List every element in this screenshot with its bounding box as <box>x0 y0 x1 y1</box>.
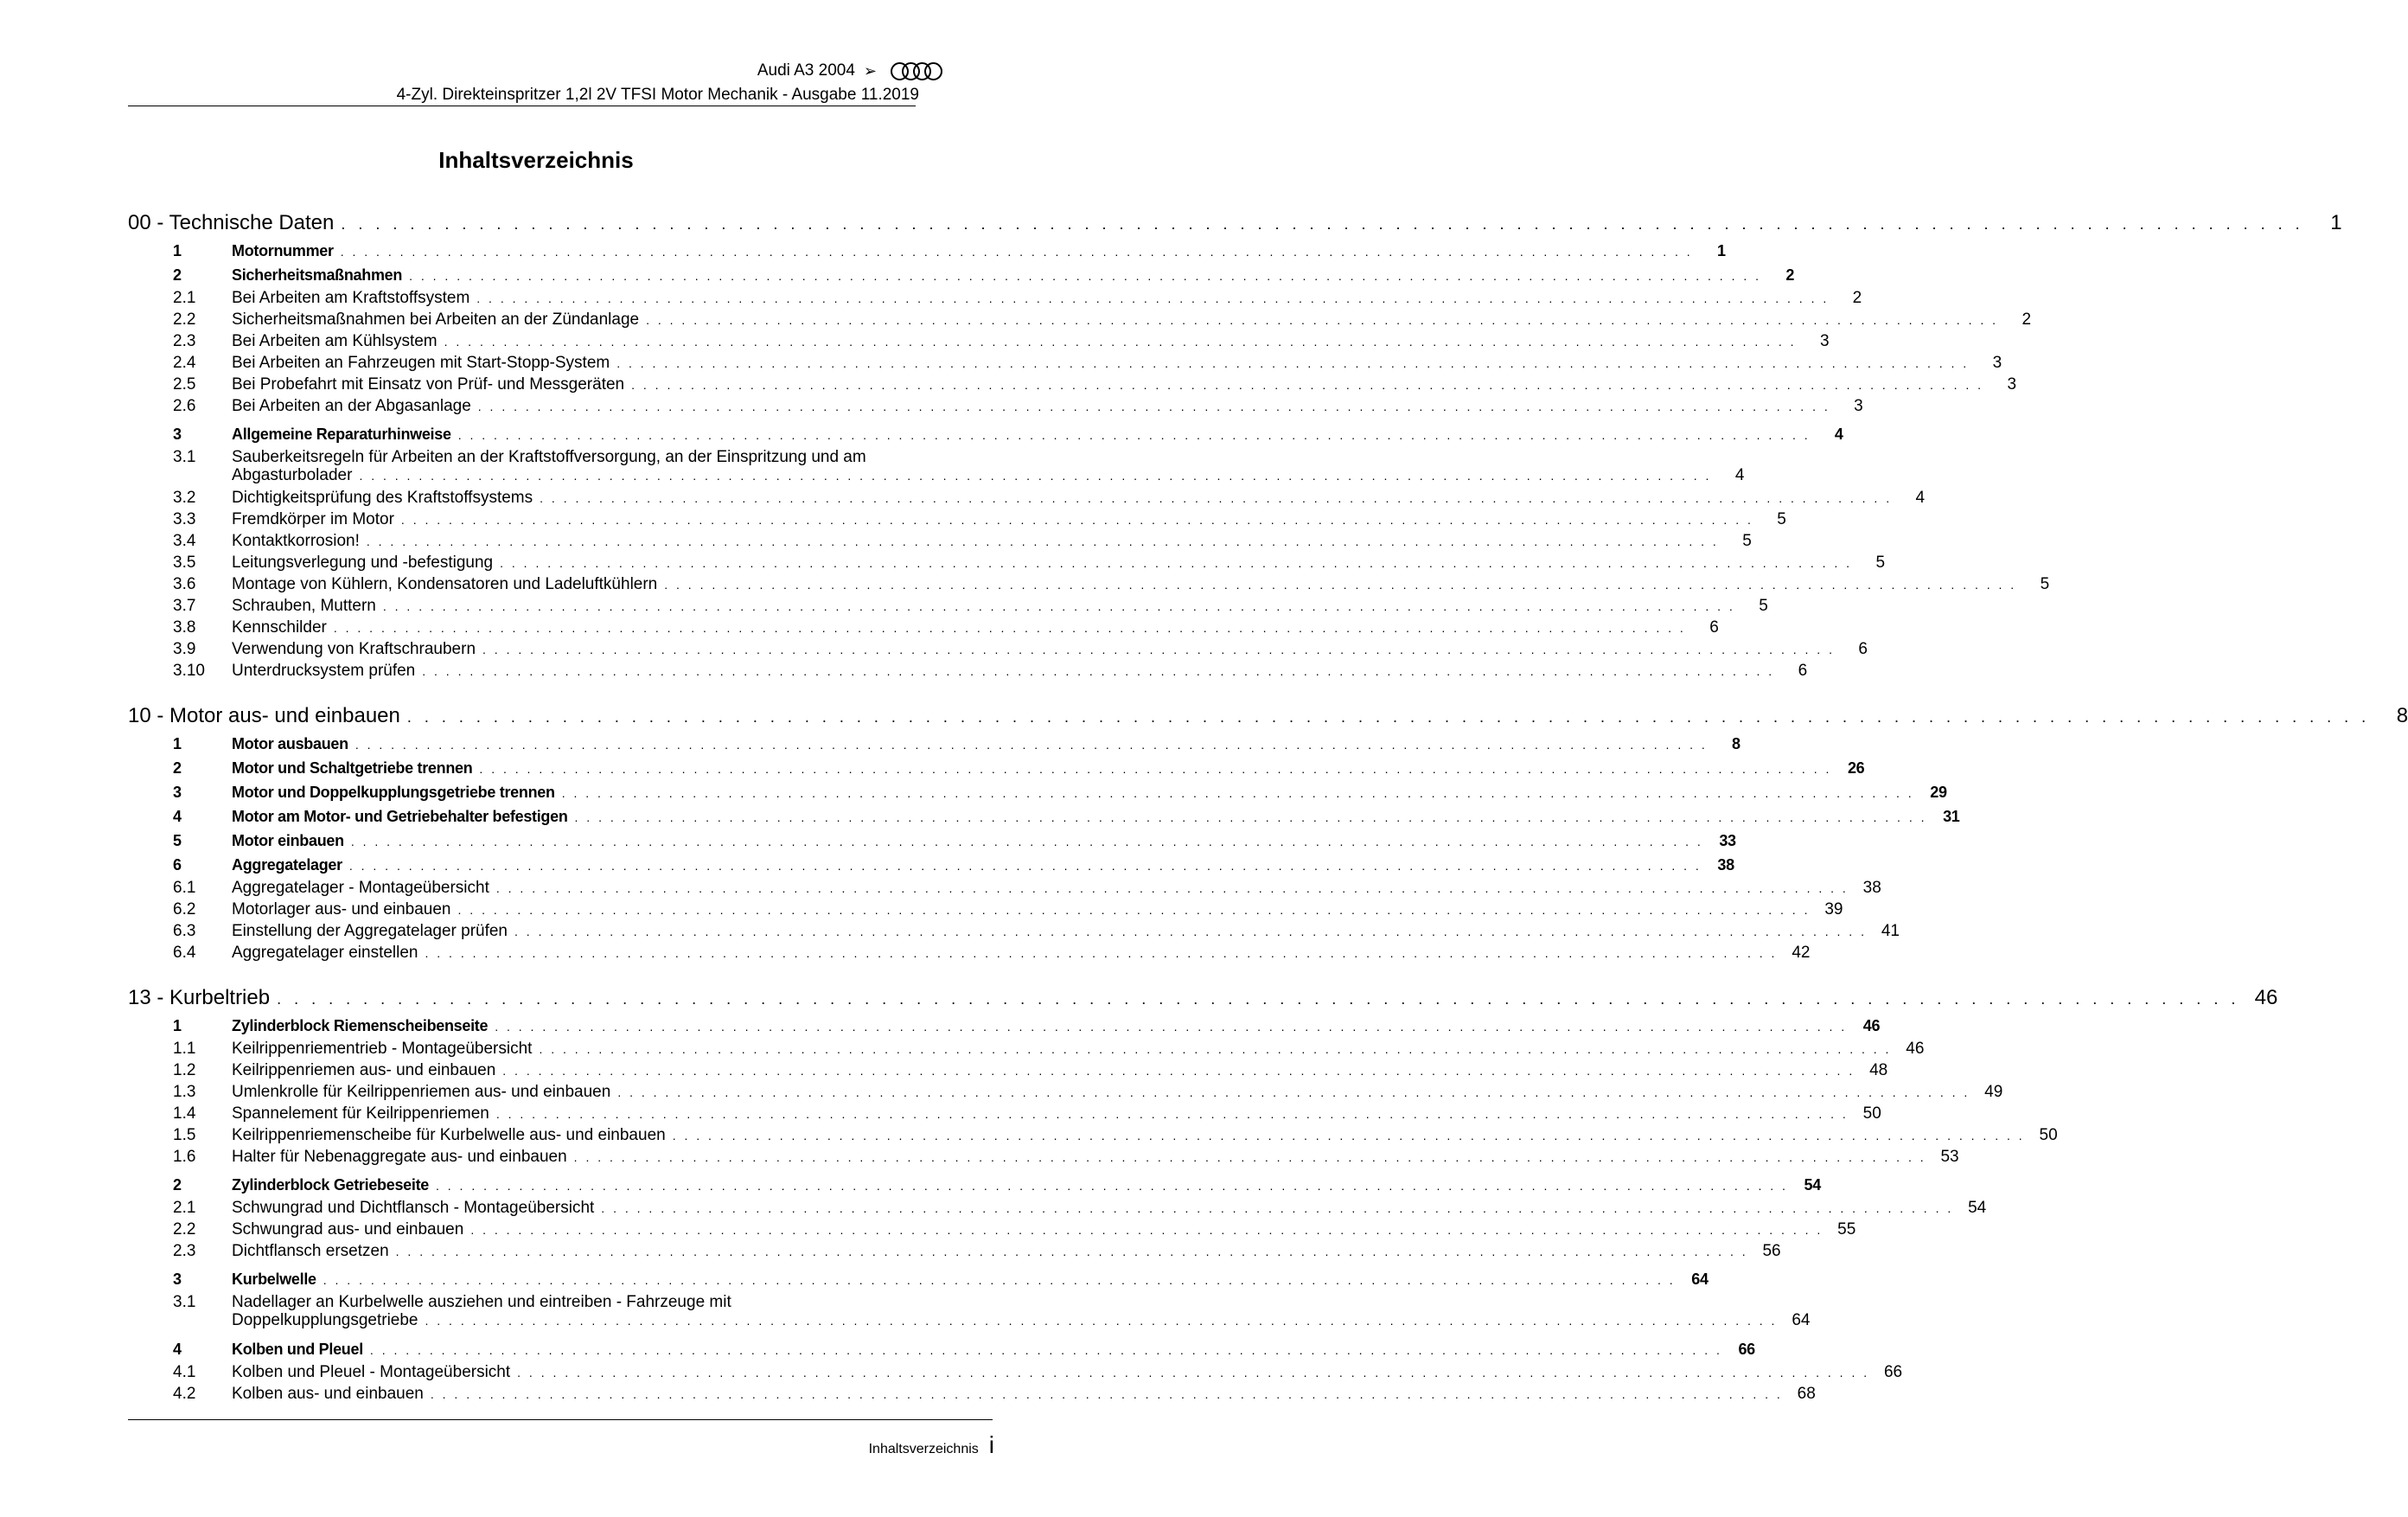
toc-section-number: 1 <box>173 242 182 259</box>
toc-section-title: Zylinderblock Getriebeseite <box>232 1176 429 1194</box>
toc-section-title: Motor und Schaltgetriebe trennen <box>232 759 473 777</box>
toc-subsection-line2 <box>232 1311 1810 1330</box>
toc-subsection-number: 3.4 <box>173 532 196 550</box>
toc-subsection-title: Verwendung von Kraftschraubern <box>232 640 476 658</box>
toc-page-number: 48 <box>1869 1061 1888 1079</box>
toc-subsection-title: Halter für Nebenaggregate aus- und einbauen <box>232 1148 567 1166</box>
toc-subsection-number: 2.6 <box>173 397 196 415</box>
toc-subsection[interactable] <box>128 1146 1959 1168</box>
toc-dot-leader <box>383 596 1735 618</box>
toc-chapter-title: 10 - Motor aus- und einbauen <box>128 704 400 727</box>
toc-subsection-number: 6.2 <box>173 900 196 919</box>
toc-subsection-title: Kolben und Pleuel - Montageübersicht <box>232 1363 511 1381</box>
toc-section[interactable] <box>128 1173 1821 1197</box>
toc-dot-leader <box>482 639 1835 661</box>
toc-section-number: 3 <box>173 426 182 443</box>
toc-page-number: 38 <box>1717 856 1734 874</box>
toc-page-number: 5 <box>1875 554 1886 572</box>
toc-page-number: 1 <box>2330 211 2342 234</box>
toc-page-number: 64 <box>1691 1271 1709 1288</box>
toc-subsection-number: 1.1 <box>173 1040 196 1058</box>
page-footer <box>869 1431 994 1459</box>
toc-page-number: 8 <box>2396 704 2408 727</box>
toc-page-number: 33 <box>1719 832 1736 849</box>
toc-subsection-number: 4.2 <box>173 1385 196 1403</box>
toc-page-number: 26 <box>1847 759 1865 777</box>
header-model: Audi A3 2004 <box>757 61 855 80</box>
toc-subsection-title: Bei Probefahrt mit Einsatz von Prüf- und Messgeräten <box>232 375 625 394</box>
toc-section[interactable] <box>128 422 1843 446</box>
toc-subsection-title: Bei Arbeiten an Fahrzeugen mit Start-Stopp-System <box>232 354 610 372</box>
toc-subsection-title: Bei Arbeiten am Kraftstoffsystem <box>232 289 470 307</box>
toc-page-number: 46 <box>2254 986 2278 1009</box>
toc-subsection[interactable] <box>128 920 1900 942</box>
header-model-line <box>757 61 942 81</box>
toc-subsection-title-continued: Abgasturbolader <box>232 466 353 484</box>
toc-dot-leader <box>277 983 2239 1015</box>
footer-page-number: i <box>988 1431 994 1458</box>
toc-subsection[interactable] <box>128 617 1719 638</box>
toc-dot-leader <box>500 553 1852 574</box>
toc-dot-leader <box>422 661 1774 682</box>
toc-page-number: 50 <box>1862 1104 1881 1123</box>
toc-page-number: 3 <box>2007 375 2017 394</box>
toc-subsection-title: Sauberkeitsregeln für Arbeiten an der Kraftstoffversorgung, an der Einspritzung und am <box>232 448 866 466</box>
toc-section-number: 1 <box>173 1017 182 1034</box>
toc-section-title: Motor und Doppelkupplungsgetriebe trennen <box>232 784 555 801</box>
toc-section-number: 2 <box>173 1176 182 1194</box>
toc-dot-leader <box>351 829 1703 854</box>
toc-page-number: 4 <box>1915 489 1926 507</box>
toc-subsection-title: Aggregatelager - Montageübersicht <box>232 879 489 897</box>
toc-subsection[interactable] <box>128 1219 1856 1240</box>
toc-subsection[interactable] <box>128 446 1745 487</box>
toc-section-number: 1 <box>173 735 182 752</box>
toc-subsection-title: Spannelement für Keilrippenriemen <box>232 1104 489 1123</box>
toc-dot-leader <box>540 488 1892 509</box>
toc-subsection-number: 2.3 <box>173 332 196 350</box>
toc-page-number: 3 <box>1854 397 1863 415</box>
toc-page-number: 3 <box>1820 332 1830 350</box>
toc-subsection-title: Sicherheitsmaßnahmen bei Arbeiten an der Zündanlage <box>232 310 640 329</box>
toc-chapter[interactable] <box>128 983 2278 1014</box>
toc-dot-leader <box>407 701 2370 733</box>
toc-section-title: Zylinderblock Riemenscheibenseite <box>232 1017 489 1034</box>
toc-subsection[interactable] <box>128 487 1926 509</box>
toc-subsection-title: Nadellager an Kurbelwelle ausziehen und eintreiben - Fahrzeuge mit <box>232 1293 731 1311</box>
toc-section[interactable] <box>128 1337 1755 1361</box>
toc-dot-leader <box>470 1219 1823 1241</box>
toc-section-number: 4 <box>173 808 182 825</box>
toc-subsection-number: 3.6 <box>173 575 196 593</box>
toc-subsection-number: 6.3 <box>173 922 196 940</box>
toc-subsection-number: 3.5 <box>173 554 196 572</box>
toc-subsection[interactable] <box>128 660 1808 682</box>
toc-page-number: 64 <box>1792 1311 1811 1329</box>
toc-subsection-title: Keilrippenriemen aus- und einbauen <box>232 1061 496 1079</box>
toc-chapter-title: 00 - Technische Daten <box>128 211 335 234</box>
toc-dot-leader <box>355 733 1708 757</box>
toc-dot-leader <box>616 353 1969 374</box>
toc-subsection-number: 2.1 <box>173 289 196 307</box>
audi-rings-logo-icon <box>891 62 942 80</box>
toc-dot-leader <box>601 1198 1953 1219</box>
toc-subsection-title: Schwungrad aus- und einbauen <box>232 1220 464 1239</box>
toc-subsection-title: Bei Arbeiten an der Abgasanlage <box>232 397 471 415</box>
toc-subsection-title: Keilrippenriementrieb - Montageübersicht <box>232 1040 533 1058</box>
toc-subsection[interactable] <box>128 552 1886 573</box>
toc-subsection[interactable] <box>128 352 2002 374</box>
toc-chapter[interactable] <box>128 208 2342 239</box>
toc-subsection-title-continued: Doppelkupplungsgetriebe <box>232 1311 418 1329</box>
toc-subsection-number: 6.4 <box>173 944 196 962</box>
footer-label: Inhaltsverzeichnis <box>868 1442 979 1456</box>
page-header <box>757 61 942 81</box>
toc-page-number: 39 <box>1824 900 1843 919</box>
toc-section[interactable] <box>128 239 1726 263</box>
toc-section-number: 2 <box>173 759 182 777</box>
toc-subsection[interactable] <box>128 638 1868 660</box>
toc-subsection-title: Bei Arbeiten am Kühlsystem <box>232 332 438 350</box>
toc-section-title: Motor ausbauen <box>232 735 348 752</box>
toc-subsection-title: Unterdrucksystem prüfen <box>232 662 416 680</box>
toc-subsection-title: Montage von Kühlern, Kondensatoren und Ladeluftkühlern <box>232 575 658 593</box>
toc-page-number: 5 <box>1759 597 1768 615</box>
toc-dot-leader <box>458 423 1811 447</box>
toc-page-number: 54 <box>1968 1199 1987 1217</box>
toc-subsection[interactable] <box>128 899 1843 920</box>
toc-dot-leader <box>495 1015 1847 1039</box>
toc-page-number: 53 <box>1940 1148 1959 1166</box>
toc-dot-leader <box>478 396 1830 418</box>
toc-dot-leader <box>444 331 1797 353</box>
toc-page-number: 68 <box>1797 1385 1816 1403</box>
toc-dot-leader <box>617 1082 1970 1104</box>
toc-subsection-number: 3.7 <box>173 597 196 615</box>
toc-page-number: 2 <box>2022 310 2032 329</box>
toc-dot-leader <box>646 310 1998 331</box>
toc-page-number: 4 <box>1834 426 1843 443</box>
toc-subsection-number: 1.4 <box>173 1104 196 1123</box>
toc-section-title: Allgemeine Reparaturhinweise <box>232 426 451 443</box>
toc-dot-leader <box>359 467 1711 485</box>
table-of-contents <box>128 208 2408 1405</box>
toc-page-number: 2 <box>1852 289 1862 307</box>
toc-subsection[interactable] <box>128 942 1811 963</box>
toc-subsection-title: Dichtigkeitsprüfung des Kraftstoffsystems <box>232 489 533 507</box>
toc-page-number: 6 <box>1858 640 1868 658</box>
toc-section-number: 3 <box>173 1271 182 1288</box>
toc-subsection-title: Schwungrad und Dichtflansch - Montageübersicht <box>232 1199 595 1217</box>
toc-subsection-number: 2.1 <box>173 1199 196 1217</box>
toc-section-title: Kurbelwelle <box>232 1271 316 1288</box>
toc-dot-leader <box>476 288 1829 310</box>
toc-dot-leader <box>370 1338 1722 1362</box>
toc-subsection[interactable] <box>128 530 1752 552</box>
toc-page-number: 31 <box>1943 808 1960 825</box>
page-title: Inhaltsverzeichnis <box>438 147 634 173</box>
toc-dot-leader <box>631 374 1983 396</box>
toc-dot-leader <box>367 531 1719 553</box>
toc-page-number: 56 <box>1762 1242 1781 1260</box>
toc-dot-leader <box>396 1241 1748 1263</box>
toc-page-number: 41 <box>1881 922 1900 940</box>
toc-page-number: 49 <box>1984 1083 2003 1101</box>
toc-subsection[interactable] <box>128 1038 1925 1059</box>
toc-section[interactable] <box>128 1014 1881 1038</box>
toc-subsection-body <box>232 448 1744 485</box>
toc-subsection[interactable] <box>128 877 1881 899</box>
toc-dot-leader <box>341 208 2303 240</box>
toc-dot-leader <box>673 1125 2025 1147</box>
toc-dot-leader <box>425 1312 1778 1330</box>
toc-subsection[interactable] <box>128 330 1830 352</box>
toc-page-number: 38 <box>1862 879 1881 897</box>
toc-subsection-title: Kolben aus- und einbauen <box>232 1385 424 1403</box>
toc-subsection[interactable] <box>128 595 1768 617</box>
toc-subsection[interactable] <box>128 309 2032 330</box>
toc-page-number: 66 <box>1738 1341 1755 1358</box>
toc-dot-leader <box>401 509 1753 531</box>
toc-page-number: 2 <box>1785 266 1795 284</box>
toc-subsection-number: 3.3 <box>173 510 196 528</box>
toc-subsection[interactable] <box>128 1103 1881 1124</box>
toc-section[interactable] <box>128 829 1736 853</box>
toc-page-number: 66 <box>1883 1363 1903 1381</box>
toc-subsection-title: Dichtflansch ersetzen <box>232 1242 389 1260</box>
toc-dot-leader <box>431 1384 1783 1405</box>
toc-subsection[interactable] <box>128 573 2050 595</box>
toc-section-number: 2 <box>173 266 182 284</box>
toc-subsection-title: Fremdkörper im Motor <box>232 510 394 528</box>
toc-subsection[interactable] <box>128 1081 2003 1103</box>
toc-subsection-number: 6.1 <box>173 879 196 897</box>
toc-subsection[interactable] <box>128 1124 2058 1146</box>
toc-subsection-title: Kontaktkorrosion! <box>232 532 360 550</box>
toc-section-title: Motor am Motor- und Getriebehalter befestigen <box>232 808 568 825</box>
toc-page-number: 5 <box>2040 575 2050 593</box>
toc-subsection[interactable] <box>128 1240 1781 1262</box>
header-subtitle: 4-Zyl. Direkteinspritzer 1,2l 2V TFSI Motor Mechanik - Ausgabe 11.2019 <box>396 86 919 104</box>
toc-subsection-number: 1.6 <box>173 1148 196 1166</box>
toc-section-number: 5 <box>173 832 182 849</box>
toc-subsection[interactable] <box>128 1197 1987 1219</box>
toc-dot-leader <box>514 921 1867 943</box>
toc-page-number: 6 <box>1709 618 1719 637</box>
toc-dot-leader <box>479 757 1831 781</box>
toc-subsection[interactable] <box>128 1291 1811 1332</box>
toc-page-number: 5 <box>1777 510 1786 528</box>
toc-subsection-number: 4.1 <box>173 1363 196 1381</box>
toc-subsection-title: Schrauben, Muttern <box>232 597 376 615</box>
toc-dot-leader <box>496 878 1849 899</box>
toc-subsection-number: 2.2 <box>173 310 196 329</box>
toc-dot-leader <box>517 1362 1869 1384</box>
toc-page-number: 1 <box>1716 242 1726 259</box>
toc-section-title: Motor einbauen <box>232 832 344 849</box>
toc-subsection-number: 2.3 <box>173 1242 196 1260</box>
toc-subsection-title: Motorlager aus- und einbauen <box>232 900 451 919</box>
toc-dot-leader <box>562 781 1914 805</box>
toc-subsection-title: Aggregatelager einstellen <box>232 944 418 962</box>
toc-section-title: Sicherheitsmaßnahmen <box>232 266 403 284</box>
toc-subsection[interactable] <box>128 1361 1903 1383</box>
footer-divider <box>128 1419 993 1420</box>
toc-section[interactable] <box>128 1267 1709 1291</box>
toc-section-number: 3 <box>173 784 182 801</box>
toc-subsection-number: 3.8 <box>173 618 196 637</box>
toc-subsection-number: 2.2 <box>173 1220 196 1239</box>
toc-dot-leader <box>539 1039 1891 1060</box>
toc-dot-leader <box>458 899 1811 921</box>
toc-dot-leader <box>496 1104 1849 1125</box>
toc-dot-leader <box>425 943 1778 964</box>
toc-subsection-number: 2.4 <box>173 354 196 372</box>
toc-section[interactable] <box>128 263 1795 287</box>
toc-page-number: 3 <box>1992 354 2002 372</box>
toc-dot-leader <box>502 1060 1855 1082</box>
toc-subsection-number: 3.1 <box>173 448 196 466</box>
toc-subsection-title: Kennschilder <box>232 618 327 637</box>
toc-page-number: 46 <box>1906 1040 1925 1058</box>
toc-subsection-number: 3.9 <box>173 640 196 658</box>
toc-page-number: 29 <box>1930 784 1947 801</box>
toc-section[interactable] <box>128 732 1741 756</box>
toc-subsection[interactable] <box>128 1059 1888 1081</box>
toc-dot-leader <box>349 854 1702 878</box>
arrow-icon: ➢ <box>863 62 877 80</box>
toc-subsection[interactable] <box>128 395 1863 417</box>
toc-subsection-number: 1.2 <box>173 1061 196 1079</box>
toc-page-number: 46 <box>1862 1017 1881 1034</box>
toc-subsection-number: 1.3 <box>173 1083 196 1101</box>
toc-subsection-number: 1.5 <box>173 1126 196 1144</box>
toc-page-number: 42 <box>1792 944 1811 962</box>
toc-chapter[interactable] <box>128 701 2408 732</box>
toc-page-number: 4 <box>1734 466 1745 484</box>
toc-subsection-title: Einstellung der Aggregatelager prüfen <box>232 922 508 940</box>
toc-section-number: 6 <box>173 856 182 874</box>
toc-subsection-number: 3.2 <box>173 489 196 507</box>
toc-page-number: 55 <box>1837 1220 1856 1239</box>
toc-subsection-number: 3.10 <box>173 662 205 680</box>
toc-section-title: Motornummer <box>232 242 334 259</box>
toc-page-number: 5 <box>1742 532 1752 550</box>
toc-section[interactable] <box>128 780 1947 804</box>
toc-page-number: 6 <box>1798 662 1808 680</box>
toc-subsection[interactable] <box>128 287 1862 309</box>
toc-section-number: 4 <box>173 1341 182 1358</box>
toc-subsection[interactable] <box>128 1383 1816 1405</box>
toc-dot-leader <box>323 1268 1676 1292</box>
toc-subsection-number: 3.1 <box>173 1293 196 1311</box>
toc-subsection-title: Keilrippenriemenscheibe für Kurbelwelle aus- und einbauen <box>232 1126 666 1144</box>
toc-subsection-title: Umlenkrolle für Keilrippenriemen aus- und einbauen <box>232 1083 611 1101</box>
toc-dot-leader <box>664 574 2016 596</box>
toc-subsection-line2 <box>232 466 1744 485</box>
toc-dot-leader <box>409 264 1761 288</box>
toc-subsection[interactable] <box>128 509 1786 530</box>
toc-section-title: Aggregatelager <box>232 856 342 874</box>
toc-subsection-title: Leitungsverlegung und -befestigung <box>232 554 494 572</box>
toc-page-number: 8 <box>1732 735 1741 752</box>
toc-section[interactable] <box>128 853 1734 877</box>
toc-subsection[interactable] <box>128 374 2017 395</box>
toc-dot-leader <box>334 618 1686 639</box>
toc-page-number: 54 <box>1804 1176 1821 1194</box>
toc-section[interactable] <box>128 804 1960 829</box>
toc-page-number: 50 <box>2039 1126 2058 1144</box>
toc-dot-leader <box>436 1174 1788 1198</box>
toc-section[interactable] <box>128 756 1865 780</box>
toc-dot-leader <box>341 240 1693 264</box>
toc-subsection-number: 2.5 <box>173 375 196 394</box>
toc-section-title: Kolben und Pleuel <box>232 1341 363 1358</box>
toc-dot-leader <box>575 805 1927 829</box>
toc-chapter-title: 13 - Kurbeltrieb <box>128 986 271 1009</box>
toc-dot-leader <box>574 1147 1926 1168</box>
toc-subsection-body <box>232 1293 1810 1330</box>
